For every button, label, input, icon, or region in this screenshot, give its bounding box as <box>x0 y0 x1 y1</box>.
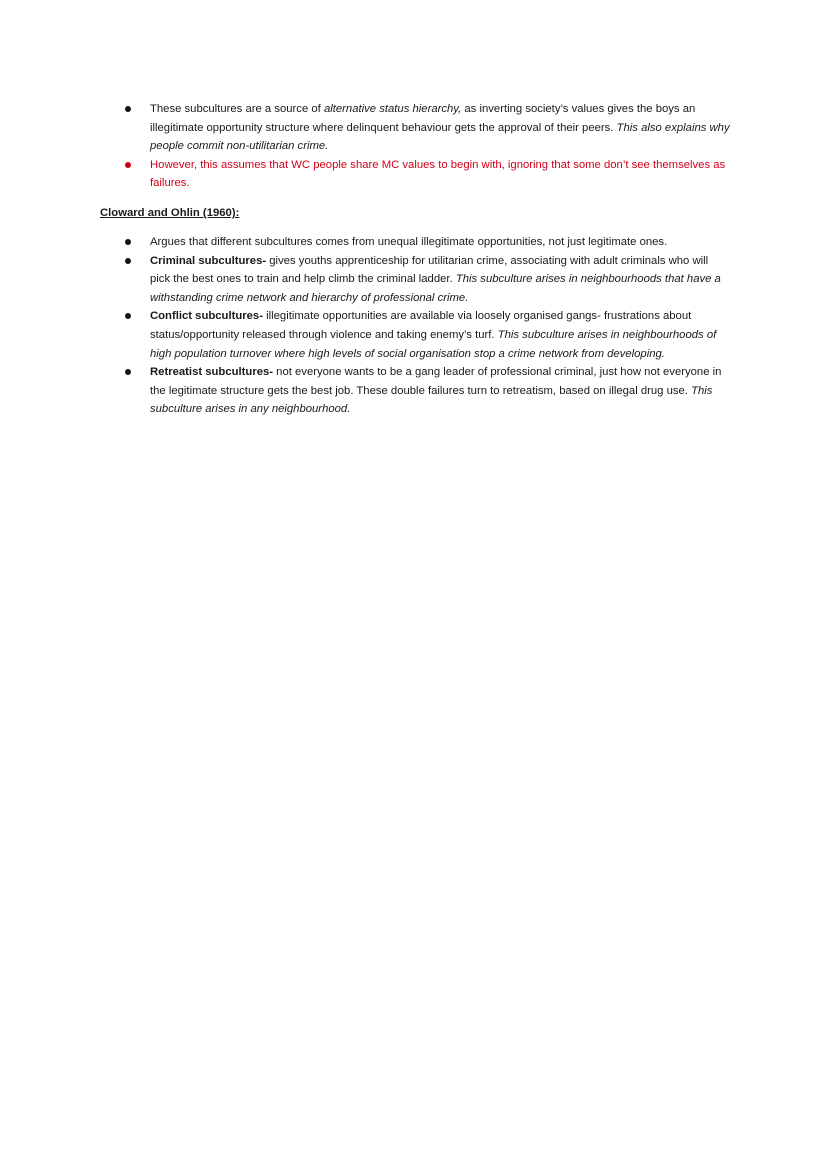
item-italic-text: This also explains why people commit non-utilitarian crime. <box>150 121 730 153</box>
bullet-icon <box>125 162 131 168</box>
bullet-icon <box>125 258 131 264</box>
list-item-critique <box>150 156 730 193</box>
list-item-criminal-subcultures <box>150 252 730 308</box>
item-italic-text: This subculture arises in any neighbourhood. <box>150 384 713 416</box>
item-italic-text: This subculture arises in neighbourhoods that have a withstanding crime network and hierarchy of professional crime. <box>150 273 721 304</box>
list-item <box>150 100 730 156</box>
item-term: Retreatist subcultures- <box>150 366 274 379</box>
item-text: not everyone wants to be a gang leader of professional criminal, just how not everyone in the legitimate structure gets the best job. These double failures turn to retreatism, based on illegal drug use. <box>150 366 722 397</box>
item-text: as inverting society’s values gives the boys an illegitimate opportunity structure where delinquent behaviour gets the approval of their peers. <box>150 103 696 134</box>
bullet-icon <box>125 239 131 245</box>
list-item-conflict-subcultures <box>150 307 730 363</box>
item-text: Argues that different subcultures comes from unequal illegitimate opportunities, not just legitimate ones. <box>150 236 668 248</box>
bullet-icon <box>125 313 131 319</box>
list-item-retreatist-subcultures <box>150 363 730 419</box>
item-term: Conflict subcultures- <box>150 310 263 323</box>
item-italic-text: alternative status hierarchy, <box>323 103 462 115</box>
item-italic-text: This subculture arises in neighbourhoods of high population turnover where high levels of social organisation stop a crime network from developing. <box>150 328 717 360</box>
bullet-icon <box>125 106 131 112</box>
bullet-icon <box>125 369 131 375</box>
item-text: These subcultures are a source of <box>150 103 324 115</box>
section-heading: Cloward and Ohlin (1960): <box>100 207 240 219</box>
list-item <box>150 233 730 252</box>
critique-text: However, this assumes that WC people share MC values to begin with, ignoring that some don’t see themselves as failures. <box>150 158 726 190</box>
item-term: Criminal subcultures- <box>150 254 267 267</box>
bullet-list-subcultures <box>150 100 730 193</box>
item-text: gives youths apprenticeship for utilitarian crime, associating with adult criminals who will pick the best ones to train and help climb the criminal ladder. <box>150 254 709 286</box>
item-text: illegitimate opportunities are available via loosely organised gangs- frustrations about status/opportunity released through violence and taking enemy’s turf. <box>150 310 692 341</box>
bullet-list-cloward-ohlin <box>150 233 730 419</box>
